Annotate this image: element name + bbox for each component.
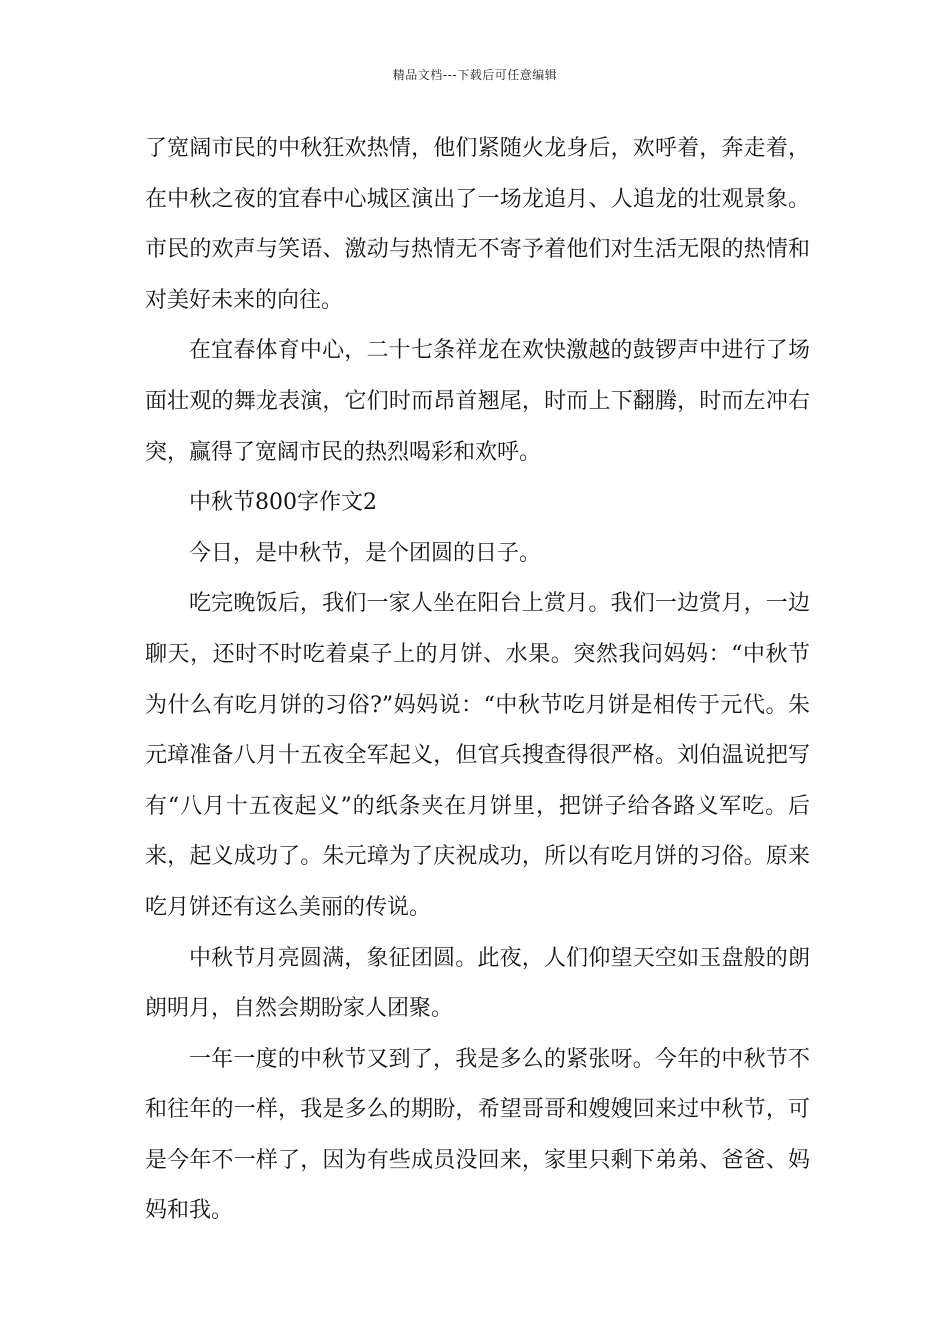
paragraph-continuation: 了宽阔市民的中秋狂欢热情，他们紧随火龙身后，欢呼着，奔走着，在中秋之夜的宜春中心城区演出了一场龙追月、人追龙的壮观景象。市民的欢声与笑语、激动与热情无不寄予着他们对生活无限的热情和对美好未来的向往。 <box>145 136 810 313</box>
page-header: 精品文档---下载后可任意编辑 <box>392 68 558 82</box>
section-title: 中秋节800字作文2 <box>189 490 377 516</box>
paragraph-mooncake-legend: 吃完晚饭后，我们一家人坐在阳台上赏月。我们一边赏月，一边聊天，还时不时吃着桌子上的月饼、水果。突然我问妈妈：“中秋节为什么有吃月饼的习俗?”妈妈说：“中秋节吃月饼是相传于元代。朱元璋准备八月十五夜全军起义，但官兵搜查得很严格。刘伯温说把写有“八月十五夜起义”的纸条夹在月饼里，把饼子给各路义军吃。后来，起义成功了。朱元璋为了庆祝成功，所以有吃月饼的习俗。原来吃月饼还有这么美丽的传说。 <box>145 591 810 920</box>
paragraph-family: 一年一度的中秋节又到了，我是多么的紧张呀。今年的中秋节不和往年的一样，我是多么的期盼，希望哥哥和嫂嫂回来过中秋节，可是今年不一样了，因为有些成员没回来，家里只剩下弟弟、爸爸、妈妈和我。 <box>145 1046 810 1224</box>
document-body <box>145 124 810 1237</box>
paragraph-dragon-dance: 在宜春体育中心，二十七条祥龙在欢快激越的鼓锣声中进行了场面壮观的舞龙表演，它们时而昂首翘尾，时而上下翻腾，时而左冲右突，赢得了宽阔市民的热烈喝彩和欢呼。 <box>145 338 810 465</box>
paragraph-full-moon: 中秋节月亮圆满，象征团圆。此夜，人们仰望天空如玉盘般的朗朗明月，自然会期盼家人团聚。 <box>145 945 810 1022</box>
paragraph-today: 今日，是中秋节，是个团圆的日子。 <box>189 540 542 566</box>
